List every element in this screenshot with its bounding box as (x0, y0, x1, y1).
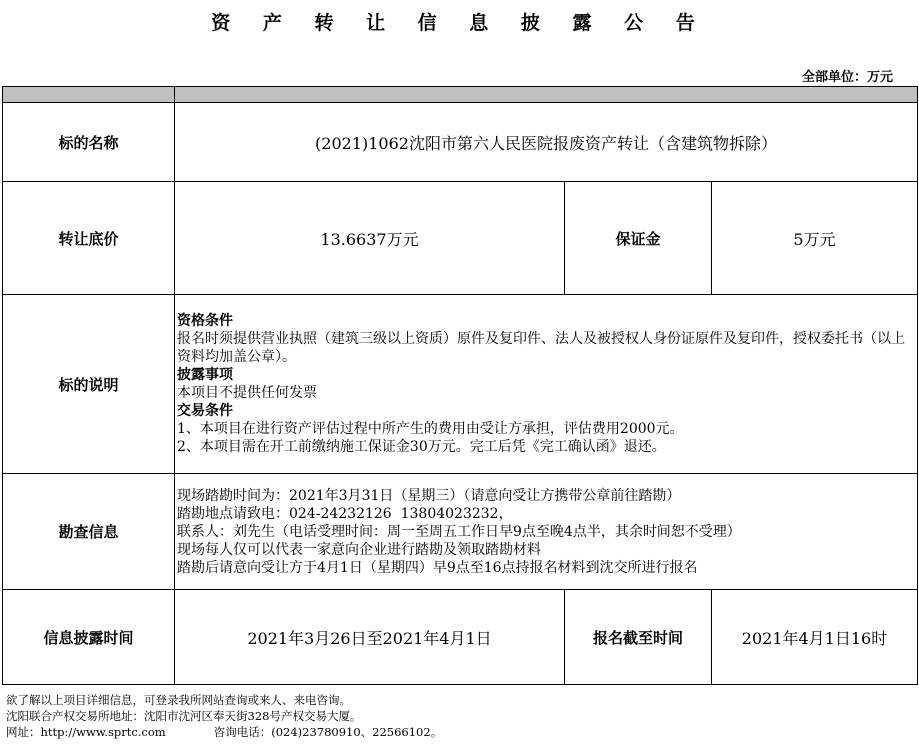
label-description: 标的说明 (3, 295, 175, 474)
disclosure-text: 本项目不提供任何发票 (177, 385, 317, 401)
footer-line-3 (6, 724, 442, 740)
label-survey: 勘查信息 (3, 474, 175, 590)
value-deadline: 2021年4月1日16时 (712, 590, 918, 685)
label-deadline: 报名截至时间 (565, 590, 712, 685)
survey-line-2: 踏勘地点请致电：024-24232126 13804023232， (177, 505, 513, 522)
header-cell-right (175, 87, 918, 103)
label-price: 转让底价 (3, 182, 175, 295)
survey-line-4: 现场每人仅可以代表一家意向企业进行踏勘及领取踏勘材料 (177, 541, 541, 558)
header-bar (3, 87, 918, 103)
value-survey (175, 474, 918, 590)
header-cell-left (3, 87, 175, 103)
label-name: 标的名称 (3, 103, 175, 182)
survey-line-3: 联系人：刘先生（电话受理时间：周一至周五工作日早9点至晚4点半，其余时间恕不受理） (177, 523, 741, 540)
disclosure-heading: 披露事项 (177, 367, 233, 383)
row-description (3, 295, 918, 474)
label-timing: 信息披露时间 (3, 590, 175, 685)
value-deposit: 5万元 (712, 182, 918, 295)
qualification-text: 报名时须提供营业执照（建筑三级以上资质）原件及复印件、法人及被授权人身份证原件及复印件，授权委托书（以上资料均加盖公章）。 (177, 331, 905, 365)
footer-website[interactable]: 网址：http://www.sprtc.com (6, 725, 166, 739)
info-table (2, 86, 918, 685)
footer-phone: 咨询电话：(024)23780910、22566102。 (213, 725, 443, 739)
trade-item-2: 2、本项目需在开工前缴纳施工保证金30万元。完工后凭《完工确认函》退还。 (177, 439, 666, 455)
row-price (3, 182, 918, 295)
row-timing (3, 590, 918, 685)
value-description (175, 295, 918, 474)
footer-line-2: 沈阳联合产权交易所地址：沈阳市沈河区奉天街328号产权交易大厦。 (6, 709, 362, 723)
footer-line-1: 欲了解以上项目详细信息，可登录我所网站查询或来人、来电咨询。 (6, 693, 351, 707)
trade-item-1: 1、本项目在进行资产评估过程中所产生的费用由受让方承担，评估费用2000元。 (177, 421, 684, 437)
value-timing: 2021年3月26日至2021年4月1日 (175, 590, 565, 685)
trade-heading: 交易条件 (177, 403, 233, 419)
page-title: 资 产 转 让 信 息 披 露 公 告 (211, 12, 708, 34)
row-survey (3, 474, 918, 590)
qualification-heading: 资格条件 (177, 313, 233, 329)
value-price: 13.6637万元 (175, 182, 565, 295)
footer (6, 692, 442, 740)
survey-line-1: 现场踏勘时间为：2021年3月31日（星期三）（请意向受让方携带公章前往踏勘） (177, 487, 681, 504)
value-name: (2021)1062沈阳市第六人民医院报废资产转让（含建筑物拆除） (175, 103, 918, 182)
row-name (3, 103, 918, 182)
survey-line-5: 踏勘后请意向受让方于4月1日（星期四）早9点至16点持报名材料到沈交所进行报名 (177, 559, 698, 576)
label-deposit: 保证金 (565, 182, 712, 295)
unit-note: 全部单位：万元 (801, 70, 893, 85)
